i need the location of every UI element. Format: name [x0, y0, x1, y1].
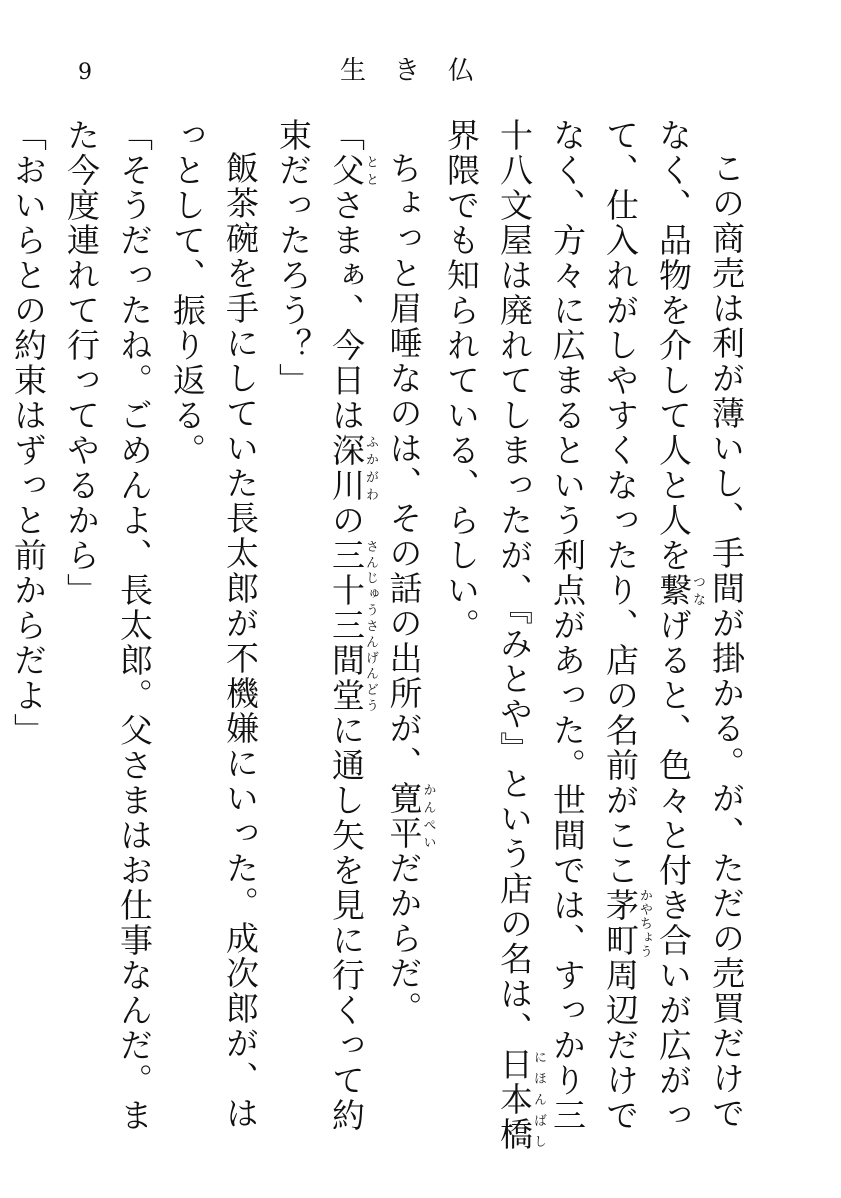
ruby-base: 深川 [327, 433, 366, 503]
ruby-base: 日本橋 [495, 1046, 534, 1152]
ruby-base: 父 [327, 153, 366, 188]
ruby-base: 繋 [654, 573, 693, 608]
ruby-reading: かんぺい [420, 781, 436, 851]
paragraph [378, 118, 436, 1158]
running-head: 生き仏 [340, 56, 503, 86]
ruby-base: 寛平 [384, 781, 424, 851]
ruby-word [601, 888, 652, 958]
ruby-word [327, 538, 378, 713]
text-run: だからだ。 [384, 851, 424, 1026]
text-run: ちょっと眉唾なのは、その話の出所が、 [384, 151, 424, 781]
page-number: 9 [78, 60, 92, 85]
text-run: の [327, 503, 366, 538]
ruby-word [327, 153, 378, 188]
ruby-word [654, 573, 705, 608]
text-run: 周辺だけでなく、方々に広まるという利点があった。世間では、すっかり三十八文屋は廃れてしまったが、『みとや』という店の名は、 [495, 118, 640, 1133]
dialogue-paragraph: 「そうだったね。ごめんよ、長太郎。父さまはお仕事なんだ。また今度連れて行ってやるから」 [62, 118, 154, 1133]
body-text [0, 118, 753, 1158]
ruby-reading: ふかがわ [363, 433, 378, 503]
dialogue-paragraph: 「おいらとの約束はずっと前からだよ」 [9, 118, 48, 748]
text-run: 界隈でも知られている、らしい。 [442, 118, 481, 643]
text-run: げると、色々と付き合いが広がって、仕入れがしやすくなったり、店の名前がここ [601, 118, 693, 1133]
ruby-reading: とと [363, 153, 378, 188]
text-run: 「 [327, 118, 366, 153]
text-run: さまぁ、今日は [327, 188, 366, 433]
ruby-reading: つな [690, 573, 705, 608]
dialogue-paragraph [267, 118, 378, 1158]
ruby-reading: さんじゅうさんげんどう [363, 538, 378, 713]
ruby-base: 茅町 [601, 888, 640, 958]
ruby-reading: かやちょう [637, 888, 652, 958]
text-run: この商売は利が薄いし、手間が掛かる。が、ただの売買だけでなく、品物を介して人と人を [654, 118, 746, 1131]
text-run: に通し矢を見に行くって約束だったろう？」 [274, 118, 366, 1133]
ruby-base: 三十三間堂 [327, 538, 366, 713]
ruby-word [327, 433, 378, 503]
ruby-word [495, 1046, 546, 1152]
ruby-word [384, 781, 436, 851]
paragraph [0, 118, 2, 1158]
paragraph: 飯茶碗を手にしていた長太郎が不機嫌にいった。成次郎が、はっとして、振り返る。 [168, 118, 260, 1131]
paragraph [435, 118, 753, 1158]
ruby-reading: にほんばし [531, 1046, 546, 1152]
